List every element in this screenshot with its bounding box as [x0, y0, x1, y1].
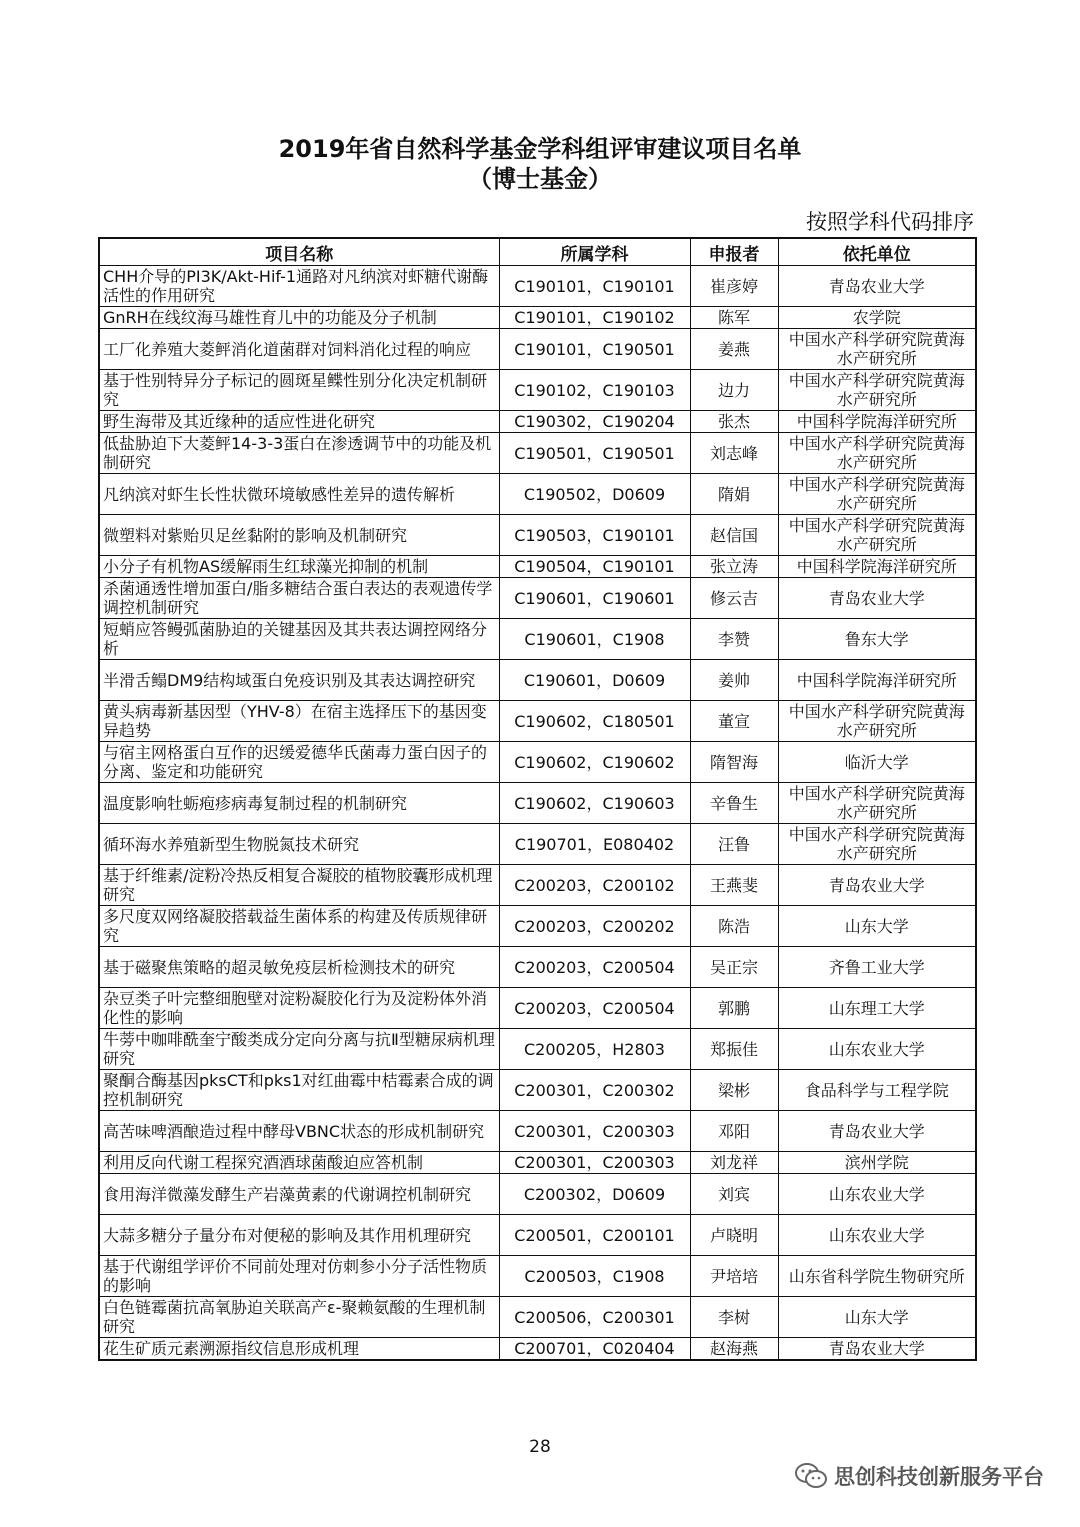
unit-cell: 中国水产科学研究院黄海水产研究所 — [778, 515, 976, 556]
unit-cell: 临沂大学 — [778, 742, 976, 783]
project-name-cell: 温度影响牡蛎疱疹病毒复制过程的机制研究 — [99, 783, 499, 824]
unit-cell: 齐鲁工业大学 — [778, 947, 976, 988]
table-row — [99, 619, 976, 660]
subject-cell: C200701，C020404 — [499, 1338, 690, 1361]
table-row — [99, 370, 976, 411]
unit-cell: 中国水产科学研究院黄海水产研究所 — [778, 824, 976, 865]
unit-cell: 滨州学院 — [778, 1152, 976, 1174]
applicant-cell: 陈军 — [690, 307, 778, 329]
unit-cell: 鲁东大学 — [778, 619, 976, 660]
subject-cell: C190602，C180501 — [499, 701, 690, 742]
unit-cell: 中国水产科学研究院黄海水产研究所 — [778, 433, 976, 474]
applicant-cell: 尹培培 — [690, 1256, 778, 1297]
subject-cell: C200302，D0609 — [499, 1174, 690, 1215]
subject-cell: C190601，D0609 — [499, 660, 690, 701]
project-name-cell: 食用海洋微藻发酵生产岩藻黄素的代谢调控机制研究 — [99, 1174, 499, 1215]
applicant-cell: 隋智海 — [690, 742, 778, 783]
applicant-cell: 梁彬 — [690, 1070, 778, 1111]
unit-cell: 山东大学 — [778, 906, 976, 947]
applicant-cell: 郭鹏 — [690, 988, 778, 1029]
subject-cell: C200301，C200303 — [499, 1111, 690, 1152]
unit-cell: 山东农业大学 — [778, 1215, 976, 1256]
table-row — [99, 906, 976, 947]
project-name-cell: CHH介导的PI3K/Akt-Hif-1通路对凡纳滨对虾糖代谢酶活性的作用研究 — [99, 266, 499, 307]
unit-cell: 山东理工大学 — [778, 988, 976, 1029]
unit-cell: 中国水产科学研究院黄海水产研究所 — [778, 370, 976, 411]
unit-cell: 青岛农业大学 — [778, 1111, 976, 1152]
table-row — [99, 515, 976, 556]
applicant-cell: 张杰 — [690, 411, 778, 433]
unit-cell: 农学院 — [778, 307, 976, 329]
unit-cell: 中国科学院海洋研究所 — [778, 411, 976, 433]
subject-cell: C190101，C190102 — [499, 307, 690, 329]
project-name-cell: 基于纤维素/淀粉冷热反相复合凝胶的植物胶囊形成机理研究 — [99, 865, 499, 906]
applicant-cell: 董宣 — [690, 701, 778, 742]
page-number: 28 — [529, 1437, 551, 1457]
unit-cell: 中国水产科学研究院黄海水产研究所 — [778, 701, 976, 742]
header-project-name: 项目名称 — [99, 238, 499, 266]
subject-cell: C190601，C190601 — [499, 578, 690, 619]
table-row — [99, 701, 976, 742]
table-row — [99, 947, 976, 988]
project-name-cell: 凡纳滨对虾生长性状微环境敏感性差异的遗传解析 — [99, 474, 499, 515]
subject-cell: C200501，C200101 — [499, 1215, 690, 1256]
project-name-cell: 微塑料对紫贻贝足丝黏附的影响及机制研究 — [99, 515, 499, 556]
subject-cell: C200506，C200301 — [499, 1297, 690, 1338]
unit-cell: 山东省科学院生物研究所 — [778, 1256, 976, 1297]
unit-cell: 青岛农业大学 — [778, 865, 976, 906]
applicant-cell: 邓阳 — [690, 1111, 778, 1152]
unit-cell: 食品科学与工程学院 — [778, 1070, 976, 1111]
project-name-cell: 大蒜多糖分子量分布对便秘的影响及其作用机理研究 — [99, 1215, 499, 1256]
table-row — [99, 578, 976, 619]
table-row — [99, 474, 976, 515]
table-row — [99, 1029, 976, 1070]
table-row — [99, 329, 976, 370]
page-subtitle: （博士基金） — [468, 165, 612, 193]
table-row — [99, 865, 976, 906]
project-name-cell: 基于代谢组学评价不同前处理对仿刺参小分子活性物质的影响 — [99, 1256, 499, 1297]
unit-cell: 山东农业大学 — [778, 1174, 976, 1215]
applicant-cell: 郑振佳 — [690, 1029, 778, 1070]
project-name-cell: 杂豆类子叶完整细胞壁对淀粉凝胶化行为及淀粉体外消化性的影响 — [99, 988, 499, 1029]
applicant-cell: 姜燕 — [690, 329, 778, 370]
project-name-cell: 黄头病毒新基因型（YHV-8）在宿主选择压下的基因变异趋势 — [99, 701, 499, 742]
project-name-cell: 循环海水养殖新型生物脱氮技术研究 — [99, 824, 499, 865]
unit-cell: 青岛农业大学 — [778, 578, 976, 619]
subject-cell: C200301，C200303 — [499, 1152, 690, 1174]
sort-note: 按照学科代码排序 — [806, 210, 974, 234]
table-row — [99, 1070, 976, 1111]
applicant-cell: 刘宾 — [690, 1174, 778, 1215]
unit-cell: 中国水产科学研究院黄海水产研究所 — [778, 474, 976, 515]
project-name-cell: 利用反向代谢工程探究酒酒球菌酸迫应答机制 — [99, 1152, 499, 1174]
unit-cell: 中国科学院海洋研究所 — [778, 556, 976, 578]
table-row — [99, 556, 976, 578]
subject-cell: C190302，C190204 — [499, 411, 690, 433]
subject-cell: C200203，C200504 — [499, 988, 690, 1029]
watermark-text: 思创科技创新服务平台 — [834, 1465, 1044, 1489]
unit-cell: 山东农业大学 — [778, 1029, 976, 1070]
subject-cell: C190102，C190103 — [499, 370, 690, 411]
table-row — [99, 307, 976, 329]
table-row — [99, 1174, 976, 1215]
project-name-cell: 小分子有机物AS缓解雨生红球藻光抑制的机制 — [99, 556, 499, 578]
project-name-cell: 多尺度双网络凝胶搭载益生菌体系的构建及传质规律研究 — [99, 906, 499, 947]
table-header-row — [99, 238, 976, 266]
project-name-cell: 白色链霉菌抗高氧胁迫关联高产ε-聚赖氨酸的生理机制研究 — [99, 1297, 499, 1338]
unit-cell: 山东大学 — [778, 1297, 976, 1338]
applicant-cell: 赵信国 — [690, 515, 778, 556]
applicant-cell: 崔彦婷 — [690, 266, 778, 307]
applicant-cell: 姜帅 — [690, 660, 778, 701]
unit-cell: 中国科学院海洋研究所 — [778, 660, 976, 701]
applicant-cell: 修云吉 — [690, 578, 778, 619]
header-subject: 所属学科 — [499, 238, 690, 266]
subject-cell: C190502，D0609 — [499, 474, 690, 515]
watermark — [794, 1461, 1044, 1491]
applicant-cell: 边力 — [690, 370, 778, 411]
project-table — [98, 237, 977, 1361]
subject-cell: C190601，C1908 — [499, 619, 690, 660]
applicant-cell: 刘志峰 — [690, 433, 778, 474]
project-name-cell: 工厂化养殖大菱鲆消化道菌群对饲料消化过程的响应 — [99, 329, 499, 370]
subject-cell: C190504，C190101 — [499, 556, 690, 578]
table-row — [99, 824, 976, 865]
unit-cell: 青岛农业大学 — [778, 266, 976, 307]
table-row — [99, 411, 976, 433]
header-applicant: 申报者 — [690, 238, 778, 266]
subject-cell: C190501，C190501 — [499, 433, 690, 474]
applicant-cell: 王燕斐 — [690, 865, 778, 906]
subject-cell: C190602，C190603 — [499, 783, 690, 824]
subject-cell: C200503，C1908 — [499, 1256, 690, 1297]
unit-cell: 中国水产科学研究院黄海水产研究所 — [778, 329, 976, 370]
applicant-cell: 赵海燕 — [690, 1338, 778, 1361]
subject-cell: C190503，C190101 — [499, 515, 690, 556]
project-name-cell: 高苦味啤酒酿造过程中酵母VBNC状态的形成机制研究 — [99, 1111, 499, 1152]
applicant-cell: 汪鲁 — [690, 824, 778, 865]
table-row — [99, 1152, 976, 1174]
header-unit: 依托单位 — [778, 238, 976, 266]
project-name-cell: 基于磁聚焦策略的超灵敏免疫层析检测技术的研究 — [99, 947, 499, 988]
table-row — [99, 783, 976, 824]
project-name-cell: 聚酮合酶基因pksCT和pks1对红曲霉中桔霉素合成的调控机制研究 — [99, 1070, 499, 1111]
applicant-cell: 陈浩 — [690, 906, 778, 947]
applicant-cell: 李树 — [690, 1297, 778, 1338]
project-name-cell: 基于性别特异分子标记的圆斑星鲽性别分化决定机制研究 — [99, 370, 499, 411]
project-name-cell: 半滑舌鳎DM9结构域蛋白免疫识别及其表达调控研究 — [99, 660, 499, 701]
table-row — [99, 742, 976, 783]
subject-cell: C190101，C190101 — [499, 266, 690, 307]
project-name-cell: 与宿主网格蛋白互作的迟缓爱德华氏菌毒力蛋白因子的分离、鉴定和功能研究 — [99, 742, 499, 783]
applicant-cell: 刘龙祥 — [690, 1152, 778, 1174]
applicant-cell: 卢晓明 — [690, 1215, 778, 1256]
applicant-cell: 辛鲁生 — [690, 783, 778, 824]
project-name-cell: 野生海带及其近缘种的适应性进化研究 — [99, 411, 499, 433]
subject-cell: C190101，C190501 — [499, 329, 690, 370]
table-row — [99, 1297, 976, 1338]
table-row — [99, 266, 976, 307]
project-name-cell: GnRH在线纹海马雄性育儿中的功能及分子机制 — [99, 307, 499, 329]
table-row — [99, 1111, 976, 1152]
applicant-cell: 李赞 — [690, 619, 778, 660]
subject-cell: C200203，C200102 — [499, 865, 690, 906]
applicant-cell: 张立涛 — [690, 556, 778, 578]
subject-cell: C190602，C190602 — [499, 742, 690, 783]
table-row — [99, 433, 976, 474]
subject-cell: C200203，C200202 — [499, 906, 690, 947]
table-row — [99, 1256, 976, 1297]
subject-cell: C200203，C200504 — [499, 947, 690, 988]
project-name-cell: 短蛸应答鳗弧菌胁迫的关键基因及其共表达调控网络分析 — [99, 619, 499, 660]
table-row — [99, 988, 976, 1029]
wechat-icon — [794, 1462, 828, 1490]
table-row — [99, 1338, 976, 1361]
subject-cell: C190701，E080402 — [499, 824, 690, 865]
project-name-cell: 杀菌通透性增加蛋白/脂多糖结合蛋白表达的表观遗传学调控机制研究 — [99, 578, 499, 619]
table-row — [99, 660, 976, 701]
project-name-cell: 牛蒡中咖啡酰奎宁酸类成分定向分离与抗Ⅱ型糖尿病机理研究 — [99, 1029, 499, 1070]
table-row — [99, 1215, 976, 1256]
project-name-cell: 低盐胁迫下大菱鲆14-3-3蛋白在渗透调节中的功能及机制研究 — [99, 433, 499, 474]
subject-cell: C200205，H2803 — [499, 1029, 690, 1070]
unit-cell: 青岛农业大学 — [778, 1338, 976, 1361]
applicant-cell: 隋娟 — [690, 474, 778, 515]
subject-cell: C200301，C200302 — [499, 1070, 690, 1111]
applicant-cell: 吴正宗 — [690, 947, 778, 988]
project-name-cell: 花生矿质元素溯源指纹信息形成机理 — [99, 1338, 499, 1361]
unit-cell: 中国水产科学研究院黄海水产研究所 — [778, 783, 976, 824]
page-title: 2019年省自然科学基金学科组评审建议项目名单 — [278, 135, 802, 163]
